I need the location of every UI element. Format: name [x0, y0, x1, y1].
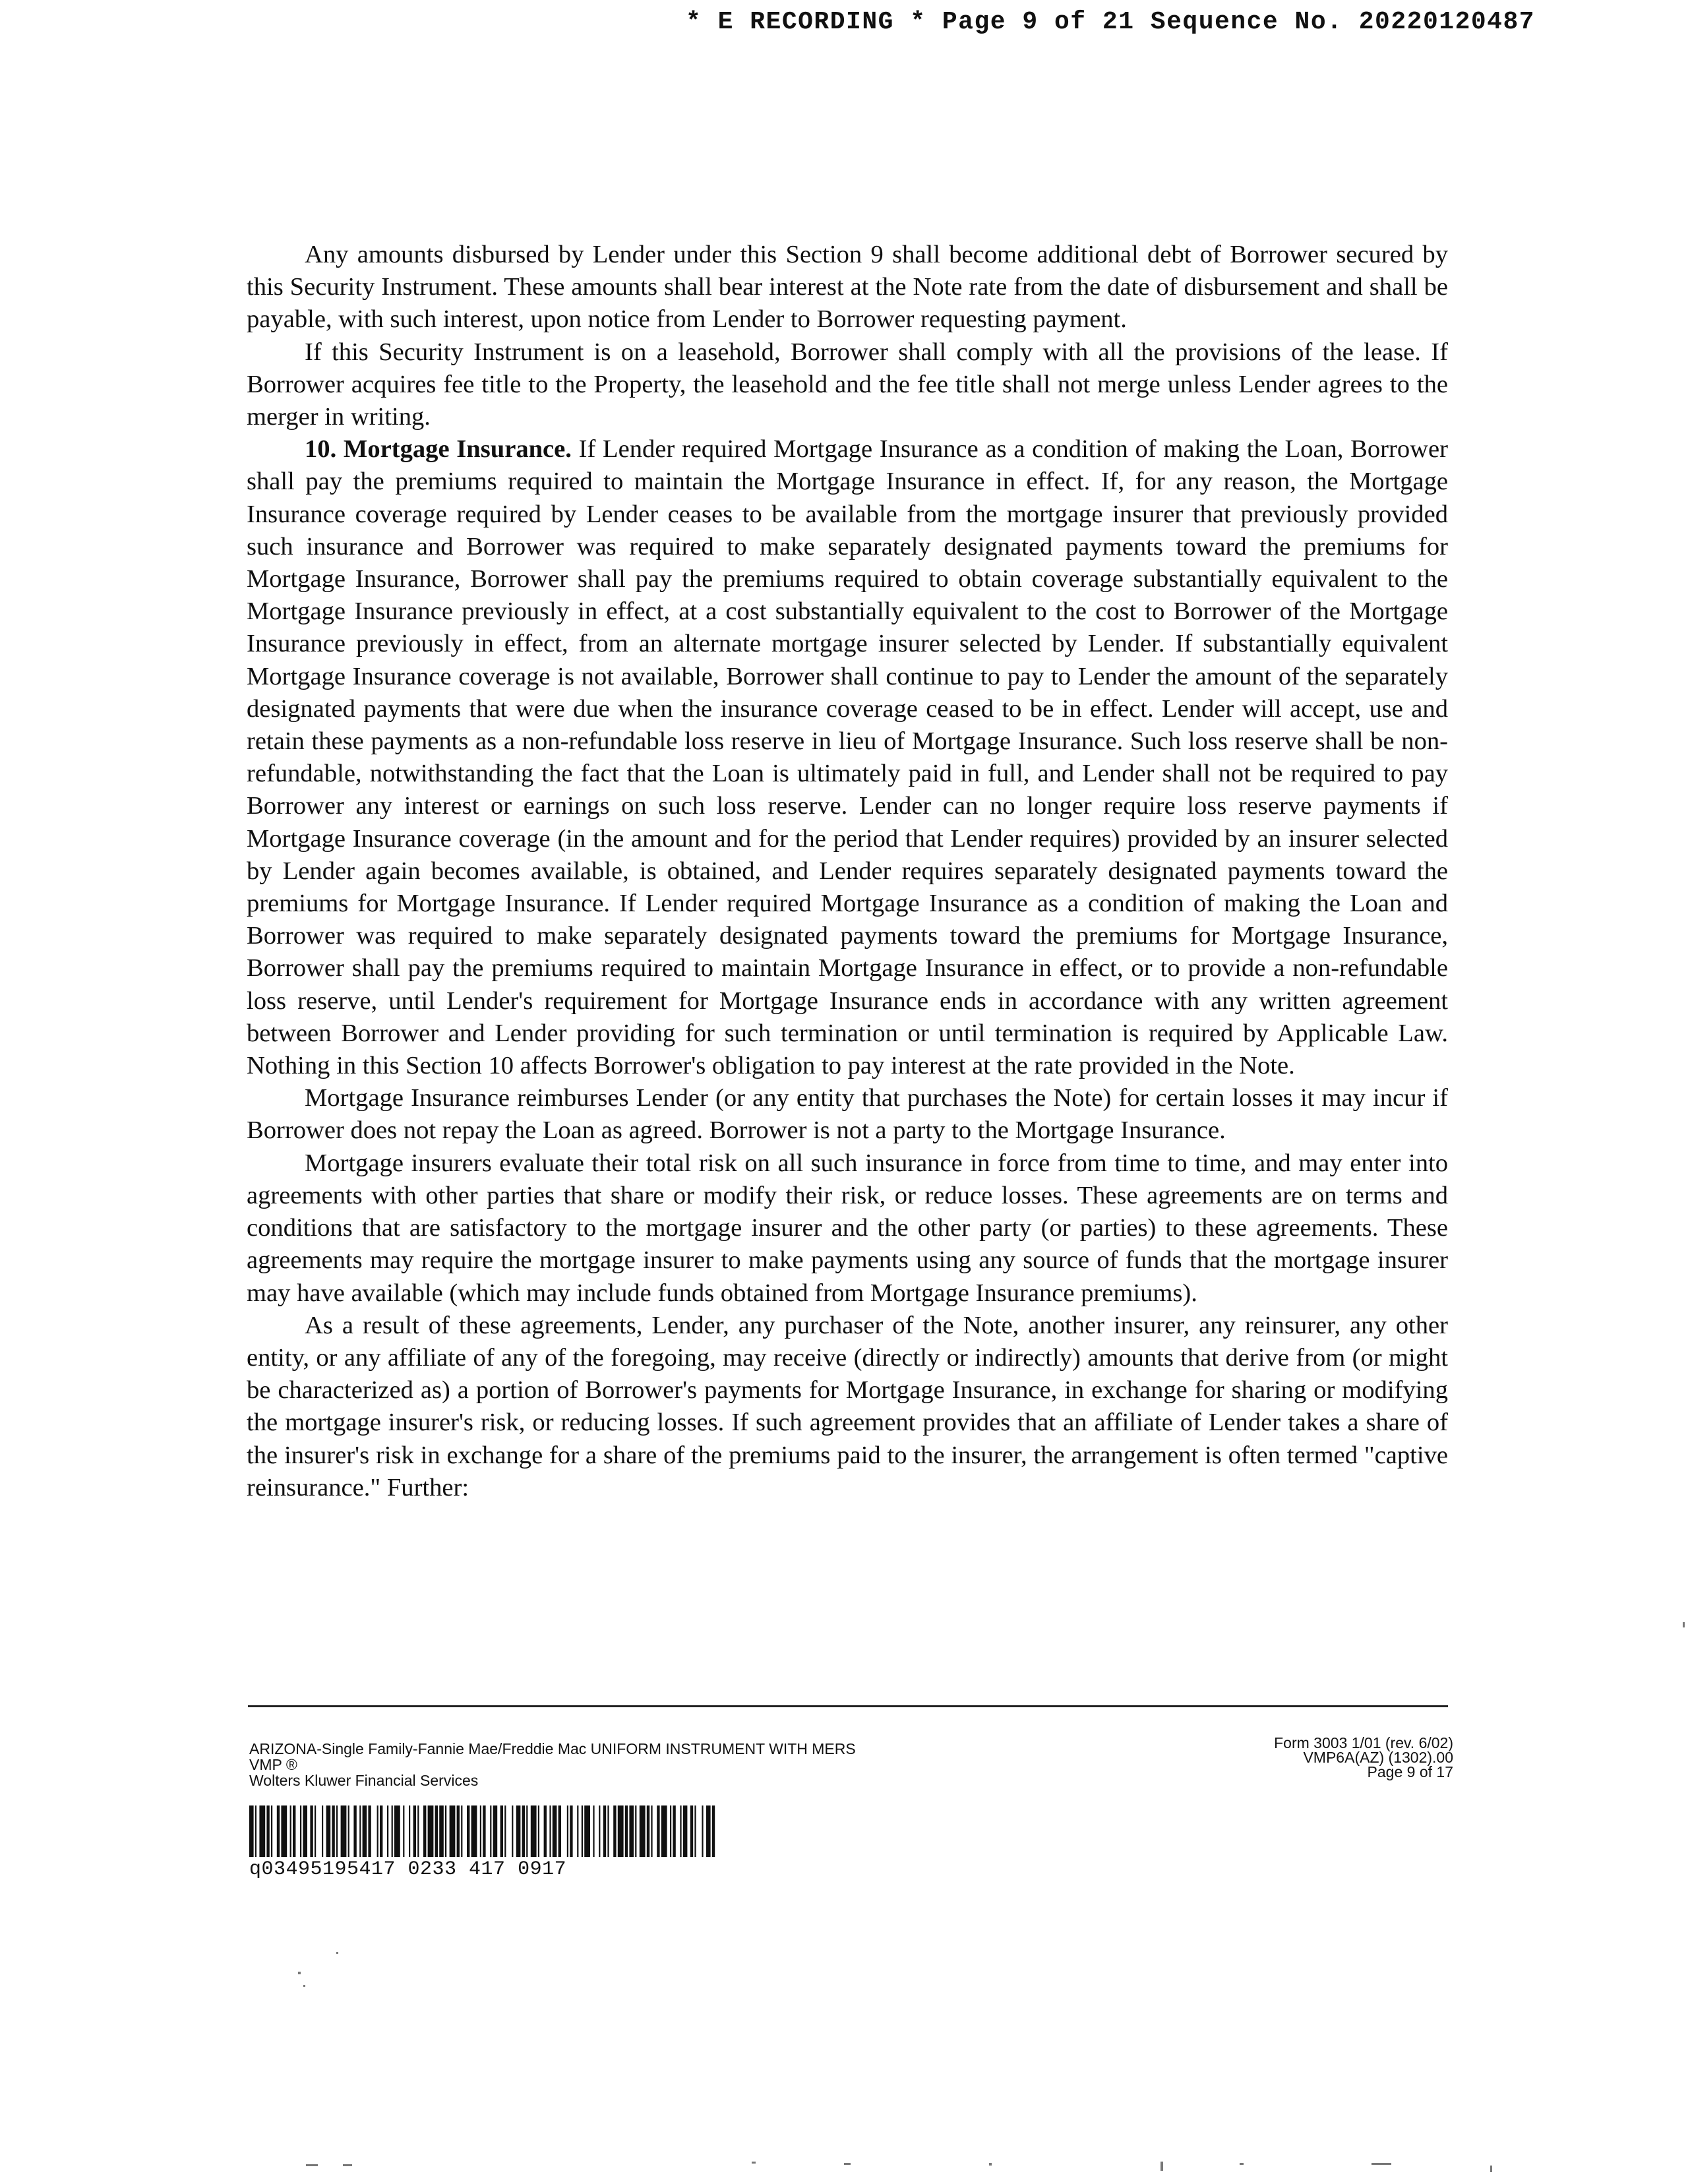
paragraph-captive-reinsurance: As a result of these agreements, Lender, any purchaser of the Note, another insurer, any reinsurer, any other entity, or any affiliate of any of the foregoing, may receive (directly or indirectly) amounts that derive from (or might be characterized as) a portion of Borrower's payments for Mortgage Insurance, in exchange for sharing or modifying the mortgage insurer's risk, or reducing losses. If such agreement provides that an affiliate of Lender takes a share of the insurer's risk in exchange for a share of the premiums paid to the insurer, the arrangement is often termed "captive reinsurance." Further: — [247, 1311, 1448, 1502]
scan-speck — [343, 2164, 352, 2166]
scan-speck — [1372, 2163, 1391, 2165]
paragraph-disbursed-amounts: Any amounts disbursed by Lender under this Section 9 shall become additional debt of Borrower secured by this Security Instrument. These amounts shall bear interest at the Note rate from the date of disbursement and shall be payable, with such interest, upon notice from Lender to Borrower requesting payment. — [247, 241, 1448, 334]
document-body — [247, 239, 1448, 1504]
scan-speck — [1160, 2162, 1163, 2171]
scan-speck — [336, 1952, 338, 1954]
footer-divider — [248, 1705, 1448, 1707]
barcode-number: q03495195417 0233 417 0917 — [249, 1858, 567, 1881]
form-page: Page 9 of 17 — [1367, 1763, 1453, 1780]
scan-speck — [1683, 1622, 1685, 1627]
form-number: Form 3003 1/01 (rev. 6/02) — [1274, 1734, 1453, 1751]
scan-speck — [1490, 2166, 1492, 2172]
paragraph-reimbursement: Mortgage Insurance reimburses Lender (or any entity that purchases the Note) for certain losses it may incur if Borrower does not repay the Loan as agreed. Borrower is not a party to the Mortgage Insurance. — [247, 1084, 1448, 1145]
scan-speck — [989, 2163, 992, 2166]
scan-speck — [298, 1972, 301, 1974]
section-text: If Lender required Mortgage Insurance as a condition of making the Loan, Borrower shall pay the premiums required to maintain the Mortgage Insurance in effect. If, for any reason, the Mortgage Insurance coverage required by Lender ceases to be available from the mortgage insurer that previously provided such insurance and Borrower was required to make separately designated payments toward the premiums for Mortgage Insurance, Borrower shall pay the premiums required to obtain coverage substantially equivalent to the Mortgage Insurance previously in effect, at a cost substantially equivalent to the cost to Borrower of the Mortgage Insurance previously in effect, from an alternate mortgage insurer selected by Lender. If substantially equivalent Mortgage Insurance coverage is not available, Borrower shall continue to pay to Lender the amount of the separately designated payments that were due when the insurance coverage ceased to be in effect. Lender will accept, use and retain these payments as a non-refundable loss reserve in lieu of Mortgage Insurance. Such loss reserve shall be non-refundable, notwithstanding the fact that the Loan is ultimately paid in full, and Lender shall not be required to pay Borrower any interest or earnings on such loss reserve. Lender can no longer require loss reserve payments if Mortgage Insurance coverage (in the amount and for the period that Lender requires) provided by an insurer selected by Lender again becomes available, is obtained, and Lender requires separately designated payments toward the premiums for Mortgage Insurance. If Lender required Mortgage Insurance as a condition of making the Loan and Borrower was required to make separately designated payments toward the premiums for Mortgage Insurance, Borrower shall pay the premiums required to maintain Mortgage Insurance in effect, or to provide a non-refundable loss reserve, until Lender's requirement for Mortgage Insurance ends in accordance with any written agreement between Borrower and Lender providing for such termination or until termination is required by Applicable Law. Nothing in this Section 10 affects Borrower's obligation to pay interest at the rate provided in the Note. — [247, 435, 1448, 1080]
publisher-name: Wolters Kluwer Financial Services — [249, 1772, 479, 1789]
paragraph-leasehold: If this Security Instrument is on a leasehold, Borrower shall comply with all the provisions of the lease. If Borrower acquires fee title to the Property, the leasehold and the fee title shall not merge unless Lender agrees to the merger in writing. — [247, 338, 1448, 431]
paragraph-insurer-agreements: Mortgage insurers evaluate their total risk on all such insurance in force from time to time, and may enter into agreements with other parties that share or modify their risk, or reduce losses. These agreements are on terms and conditions that are satisfactory to the mortgage insurer and the other party (or parties) to these agreements. These agreements may require the mortgage insurer to make payments using any source of funds that the mortgage insurer may have available (which may include funds obtained from Mortgage Insurance premiums). — [247, 1149, 1448, 1307]
form-code: VMP6A(AZ) (1302).00 — [1303, 1749, 1453, 1766]
scan-speck — [844, 2163, 851, 2165]
scan-speck — [1240, 2163, 1244, 2165]
barcode-icon — [249, 1805, 716, 1857]
scan-speck — [752, 2162, 756, 2164]
recording-header: * E RECORDING * Page 9 of 21 Sequence No. 20220120487 — [686, 8, 1536, 36]
vmp-mark: VMP ® — [249, 1756, 297, 1773]
section-heading: 10. Mortgage Insurance. — [305, 435, 572, 464]
footer-form-info — [1058, 1736, 1453, 1779]
paragraph-mortgage-insurance — [247, 433, 1448, 1082]
footer-instrument-info — [249, 1741, 975, 1788]
instrument-title: ARIZONA-Single Family-Fannie Mae/Freddie Mac UNIFORM INSTRUMENT WITH MERS — [249, 1740, 856, 1757]
scan-speck — [306, 2164, 318, 2166]
scan-speck — [303, 1985, 305, 1987]
